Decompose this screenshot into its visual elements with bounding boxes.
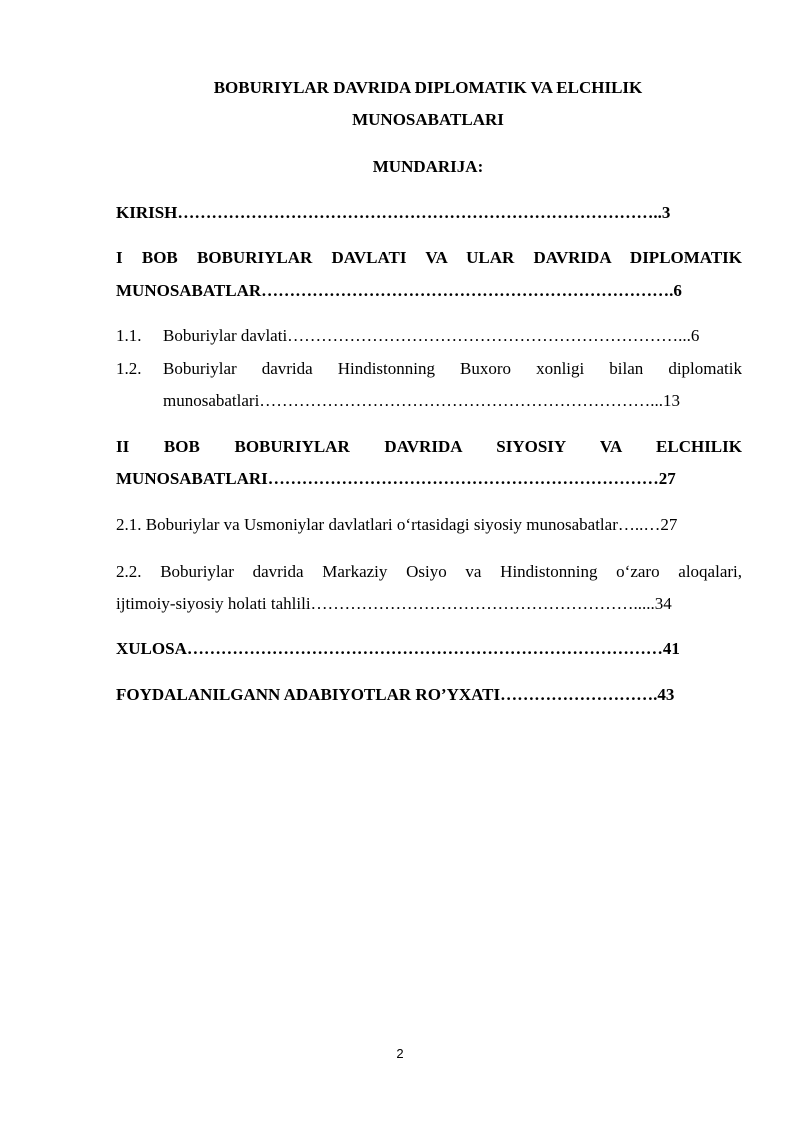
toc-entry-2-2-line-2: ijtimoiy-siyosiy holati tahlili………………………………………………….....34 — [116, 594, 672, 613]
toc-entry-2-1: 2.1. Boburiylar va Usmoniylar davlatlari o‘rtasidagi siyosiy munosabatlar…..…27 — [116, 515, 678, 534]
document-title-line-1: BOBURIYLAR DAVRIDA DIPLOMATIK VA ELCHILIK — [213, 78, 643, 97]
page-number: 2 — [396, 1046, 404, 1061]
toc-entry-intro: KIRISH…………………………………………………………………………..3 — [116, 203, 671, 222]
toc-entry-conclusion: XULOSA…………………………………………………………………………41 — [116, 639, 680, 658]
document-title-line-2: MUNOSABATLARI — [352, 110, 504, 129]
toc-entry-references: FOYDALANILGANN ADABIYOTLAR RO’YXATI……………………….43 — [116, 685, 675, 704]
toc-entry-1-2-line-1: Boburiylar davrida Hindistonning Buxoro xonligi bilan diplomatik — [163, 359, 742, 378]
toc-entry-chapter-2-line-2: MUNOSABATLARI……………………………………………………………27 — [116, 469, 676, 488]
contents-heading: MUNDARIJA: — [372, 157, 484, 176]
toc-entry-1-1-number: 1.1. — [116, 326, 142, 345]
toc-entry-1-2-line-2: munosabatlari……………………………………………………………...13 — [163, 391, 681, 410]
toc-entry-chapter-2-line-1: II BOB BOBURIYLAR DAVRIDA SIYOSIY VA ELCHILIK — [116, 437, 742, 456]
toc-entry-chapter-1-line-1: I BOB BOBURIYLAR DAVLATI VA ULAR DAVRIDA DIPLOMATIK — [116, 248, 742, 267]
toc-entry-chapter-1-line-2: MUNOSABATLAR……………………………………………………………….6 — [116, 281, 682, 300]
toc-entry-1-2-number: 1.2. — [116, 359, 142, 378]
toc-entry-1-1-text: Boburiylar davlati……………………………………………………………...6 — [163, 326, 700, 345]
toc-entry-2-2-line-1: 2.2. Boburiylar davrida Markaziy Osiyo va Hindistonning o‘zaro aloqalari, — [116, 562, 742, 581]
